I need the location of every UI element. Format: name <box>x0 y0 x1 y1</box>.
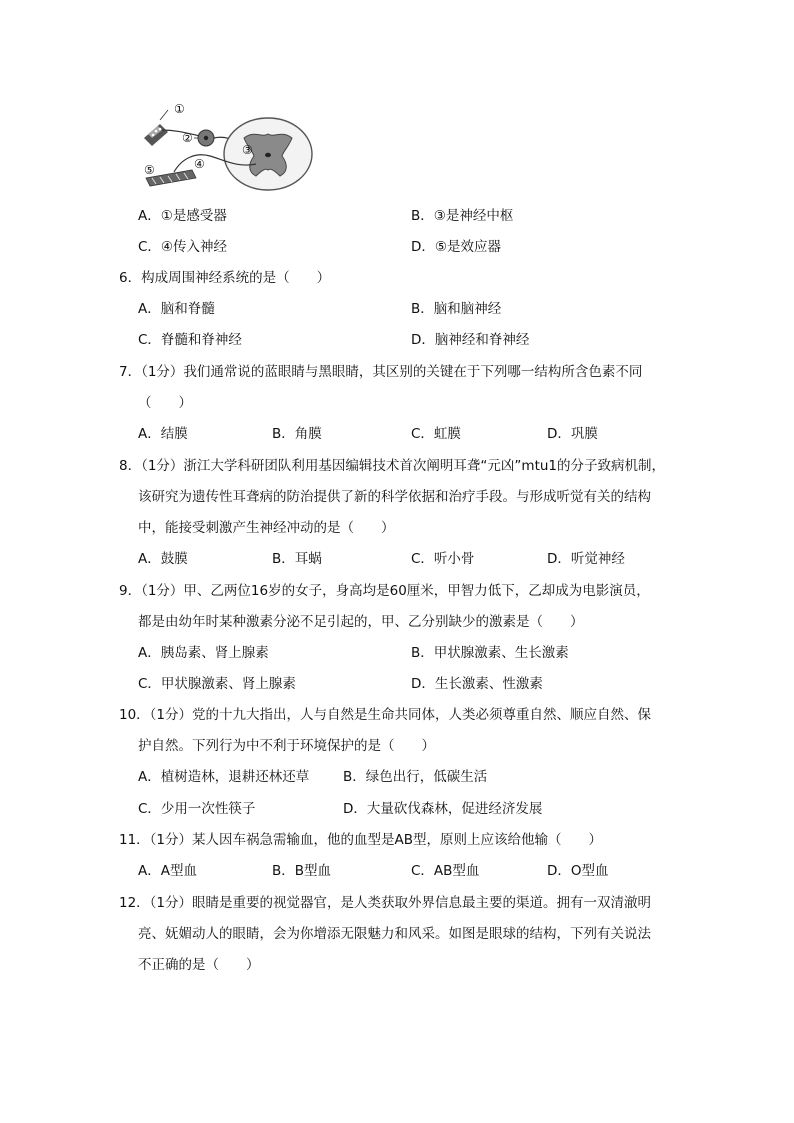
figure-label-4: ④ <box>194 157 205 171</box>
figure-label-5: ⑤ <box>144 163 155 177</box>
q8-stem-line1: 8．（1分）浙江大学科研团队利用基因编辑技术首次阐明耳聋“元凶”mtu1的分子致病机制， <box>119 458 666 474</box>
q7-option-c: C．虹膜 <box>411 426 461 442</box>
q11-option-b: B．B型血 <box>272 863 332 879</box>
q9-option-d: D．生长激素、性激素 <box>411 676 543 692</box>
q10-option-a: A．植树造林，退耕还林还草 <box>138 769 310 785</box>
q10-stem-line2: 护自然。下列行为中不利于环境保护的是（ ） <box>138 738 435 754</box>
q8-stem-line3: 中，能接受刺激产生神经冲动的是（ ） <box>138 520 395 536</box>
spinal-cord-icon <box>224 118 312 190</box>
q8-option-b: B．耳蜗 <box>272 551 322 567</box>
q9-option-b: B．甲状腺激素、生长激素 <box>411 645 569 661</box>
q8-option-c: C．听小骨 <box>411 551 475 567</box>
figure-label-3: ③ <box>242 143 253 157</box>
figure-label-1: ① <box>174 102 185 116</box>
q5-option-d: D．⑤是效应器 <box>411 239 501 255</box>
q10-option-c: C．少用一次性筷子 <box>138 801 256 817</box>
q7-option-d: D．巩膜 <box>547 426 598 442</box>
q8-stem-line2: 该研究为遗传性耳聋病的防治提供了新的科学依据和治疗手段。与形成听觉有关的结构 <box>138 489 651 505</box>
q7-stem-line1: 7．（1分）我们通常说的蓝眼睛与黑眼睛，其区别的关键在于下列哪一结构所含色素不同 <box>119 364 643 380</box>
figure-label-2: ② <box>182 131 193 145</box>
q9-stem-line1: 9．（1分）甲、乙两位16岁的女子，身高均是60厘米，甲智力低下，乙却成为电影演员， <box>119 583 650 599</box>
q11-stem: 11．（1分）某人因车祸急需输血，他的血型是AB型，原则上应该给他输（ ） <box>119 832 603 848</box>
q12-stem-line3: 不正确的是（ ） <box>138 957 260 973</box>
q8-option-d: D．听觉神经 <box>547 551 625 567</box>
q10-stem-line1: 10．（1分）党的十九大指出，人与自然是生命共同体，人类必须尊重自然、顺应自然、保 <box>119 707 652 723</box>
q5-option-c: C．④传入神经 <box>138 239 228 255</box>
q12-stem-line2: 亮、妩媚动人的眼睛，会为你增添无限魅力和风采。如图是眼球的结构，下列有关说法 <box>138 926 651 942</box>
q6-option-c: C．脊髓和脊神经 <box>138 332 242 348</box>
q5-option-b: B．③是神经中枢 <box>411 208 514 224</box>
q9-option-a: A．胰岛素、肾上腺素 <box>138 645 269 661</box>
q6-option-b: B．脑和脑神经 <box>411 301 502 317</box>
q9-stem-line2: 都是由幼年时某种激素分泌不足引起的，甲、乙分别缺少的激素是（ ） <box>138 614 584 630</box>
q11-option-c: C．AB型血 <box>411 863 480 879</box>
ganglion-icon <box>198 130 214 146</box>
q5-option-a: A．①是感受器 <box>138 208 227 224</box>
q8-option-a: A．鼓膜 <box>138 551 188 567</box>
q6-option-d: D．脑神经和脊神经 <box>411 332 530 348</box>
q7-option-a: A．结膜 <box>138 426 188 442</box>
q11-option-d: D．O型血 <box>547 863 609 879</box>
q7-stem-line2: （ ） <box>138 395 192 411</box>
q6-option-a: A．脑和脊髓 <box>138 301 215 317</box>
q10-option-d: D．大量砍伐森林，促进经济发展 <box>343 801 543 817</box>
skin-receptor-icon <box>144 124 168 146</box>
q10-option-b: B．绿色出行，低碳生活 <box>343 769 488 785</box>
q9-option-c: C．甲状腺激素、肾上腺素 <box>138 676 296 692</box>
q7-option-b: B．角膜 <box>272 426 322 442</box>
reflex-arc-figure <box>138 98 318 194</box>
q12-stem-line1: 12．（1分）眼睛是重要的视觉器官，是人类获取外界信息最主要的渠道。拥有一双清澈明 <box>119 895 652 911</box>
q6-stem: 6．构成周围神经系统的是（ ） <box>119 270 331 286</box>
q11-option-a: A．A型血 <box>138 863 197 879</box>
